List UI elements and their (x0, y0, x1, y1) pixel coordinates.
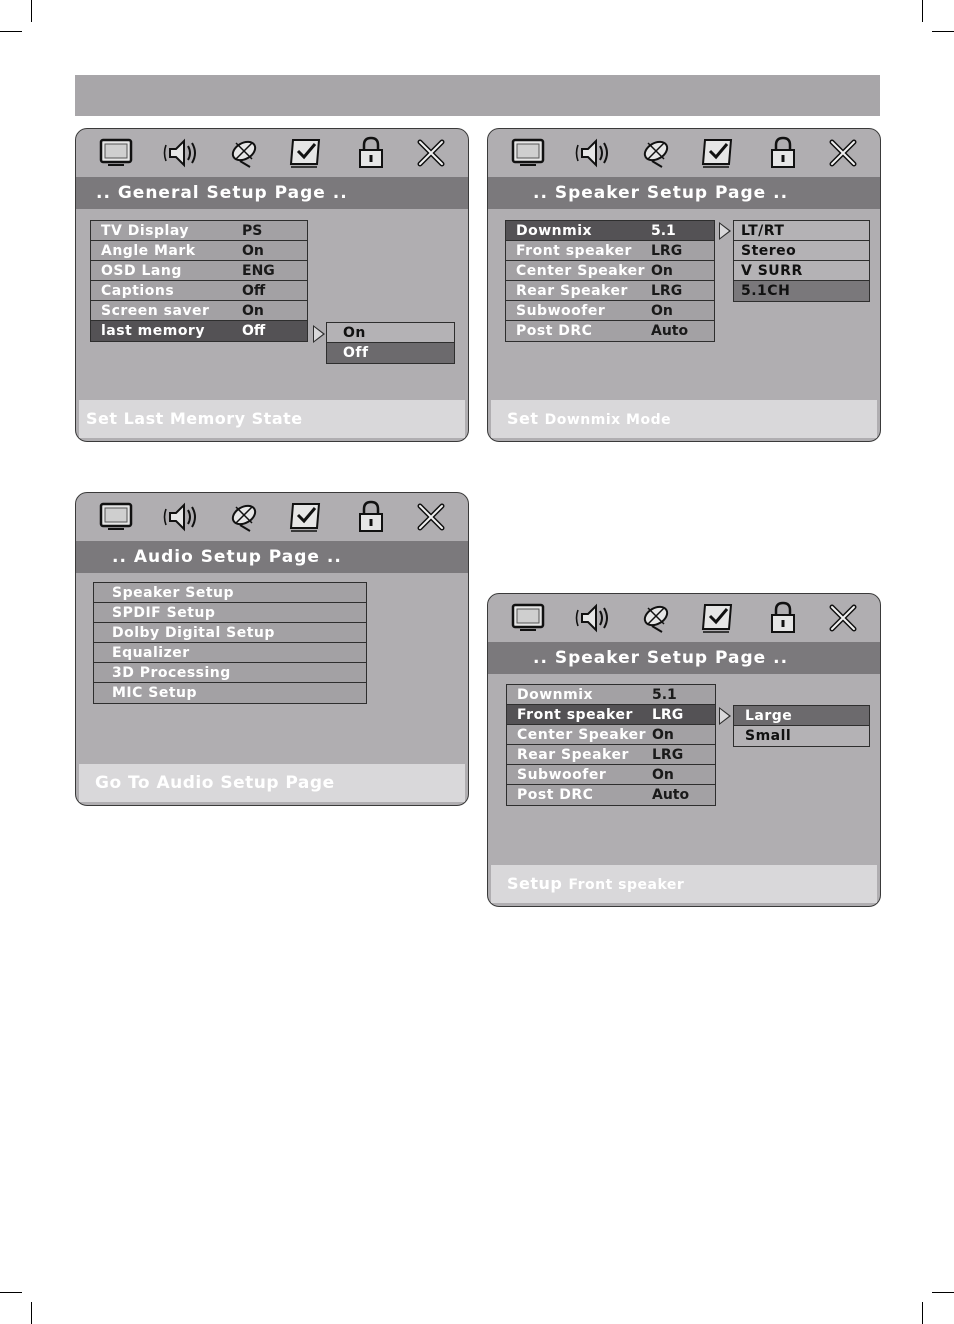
option-label: Small (745, 728, 792, 744)
menu-label: SPDIF Setup (112, 605, 216, 621)
option-label: Stereo (741, 243, 797, 259)
menu-value: 5.1 (651, 223, 676, 239)
menu-row-rear-speaker[interactable] (506, 281, 714, 301)
crop-mark (922, 1302, 923, 1324)
tv-display-icon[interactable] (96, 135, 136, 171)
menu-label: Post DRC (516, 323, 593, 339)
menu-label: Downmix (516, 223, 593, 239)
menu-label: Speaker Setup (112, 585, 235, 601)
menu-value: On (242, 243, 264, 259)
tab-icon-bar (76, 493, 468, 541)
menu-value: Off (242, 283, 266, 299)
crop-mark (31, 1302, 32, 1324)
menu-label: Captions (101, 283, 175, 299)
crop-mark (0, 31, 22, 32)
status-bar (79, 400, 465, 438)
tab-icon-bar (488, 594, 880, 642)
option-label: Large (745, 708, 793, 724)
satellite-dish-icon[interactable] (636, 135, 676, 171)
option-small[interactable] (734, 726, 869, 746)
status-bar (491, 400, 877, 438)
option-large[interactable] (734, 706, 869, 726)
menu-value: LRG (652, 707, 684, 723)
menu-label: Subwoofer (517, 767, 607, 783)
preference-check-icon[interactable] (698, 135, 738, 171)
menu-value: On (651, 263, 673, 279)
page-title: .. Speaker Setup Page .. (488, 642, 880, 674)
menu-value: PS (242, 223, 263, 239)
option-lt-rt[interactable] (734, 221, 869, 241)
menu-row-front-speaker[interactable] (506, 241, 714, 261)
menu-row-screen-saver[interactable] (91, 301, 307, 321)
preference-check-icon[interactable] (286, 135, 326, 171)
menu-row-dolby-digital-setup[interactable] (94, 623, 366, 643)
lock-password-icon[interactable] (763, 135, 803, 171)
status-text: Go To Audio Setup Page (95, 773, 335, 793)
option-on[interactable] (327, 323, 454, 343)
status-prefix: Set (507, 409, 539, 428)
crop-mark (31, 0, 32, 22)
status-text: Downmix Mode (544, 412, 672, 428)
speaker-menu (505, 220, 715, 342)
menu-row-mic-setup[interactable] (94, 683, 366, 703)
menu-label: Screen saver (101, 303, 210, 319)
menu-label: Angle Mark (101, 243, 196, 259)
front-speaker-options (733, 705, 870, 747)
satellite-dish-icon[interactable] (224, 499, 264, 535)
exit-close-icon[interactable] (411, 135, 451, 171)
menu-value: ENG (242, 263, 275, 279)
menu-value: 5.1 (652, 687, 677, 703)
speaker-audio-icon[interactable] (573, 135, 613, 171)
menu-row-post-drc[interactable] (507, 785, 715, 805)
status-text: Front speaker (568, 877, 685, 893)
speaker-audio-icon[interactable] (161, 499, 201, 535)
menu-label: 3D Processing (112, 665, 231, 681)
menu-value: On (652, 767, 674, 783)
crop-mark (922, 0, 923, 22)
menu-label: MIC Setup (112, 685, 198, 701)
menu-label: last memory (101, 323, 205, 339)
menu-value: LRG (651, 283, 683, 299)
satellite-dish-icon[interactable] (636, 600, 676, 636)
menu-label: Subwoofer (516, 303, 606, 319)
option-off[interactable] (327, 343, 454, 363)
menu-label: Front speaker (516, 243, 632, 259)
menu-label: Center Speaker (517, 727, 647, 743)
page-title: .. Speaker Setup Page .. (488, 177, 880, 209)
exit-close-icon[interactable] (823, 135, 863, 171)
menu-row-downmix[interactable] (507, 685, 715, 705)
menu-row-3d-processing[interactable] (94, 663, 366, 683)
speaker-audio-icon[interactable] (573, 600, 613, 636)
menu-value: Auto (651, 323, 689, 339)
menu-label: Center Speaker (516, 263, 646, 279)
option-label: On (343, 325, 366, 341)
last-memory-options (326, 322, 455, 364)
menu-row-osd-lang[interactable] (91, 261, 307, 281)
lock-password-icon[interactable] (763, 600, 803, 636)
tab-icon-bar (488, 129, 880, 177)
menu-value: On (242, 303, 264, 319)
tv-display-icon[interactable] (508, 600, 548, 636)
menu-label: OSD Lang (101, 263, 182, 279)
menu-label: Post DRC (517, 787, 594, 803)
menu-row-captions[interactable] (91, 281, 307, 301)
crop-mark (932, 31, 954, 32)
exit-close-icon[interactable] (823, 600, 863, 636)
tv-display-icon[interactable] (508, 135, 548, 171)
tab-icon-bar (76, 129, 468, 177)
status-bar (79, 764, 465, 802)
menu-label: Dolby Digital Setup (112, 625, 275, 641)
menu-row-center-speaker[interactable] (507, 725, 715, 745)
option-label: Off (343, 345, 369, 361)
preference-check-icon[interactable] (698, 600, 738, 636)
lock-password-icon[interactable] (351, 135, 391, 171)
menu-row-spdif-setup[interactable] (94, 603, 366, 623)
option-label: V SURR (741, 263, 803, 279)
menu-value: LRG (652, 747, 684, 763)
menu-row-rear-speaker[interactable] (507, 745, 715, 765)
page-title: .. General Setup Page .. (76, 177, 468, 209)
menu-label: Downmix (517, 687, 594, 703)
submenu-pointer-icon (719, 707, 731, 725)
menu-row-post-drc[interactable] (506, 321, 714, 341)
crop-mark (0, 1292, 22, 1293)
submenu-pointer-icon (313, 325, 325, 343)
option-5-1ch[interactable] (734, 281, 869, 301)
audio-setup-panel (75, 492, 469, 806)
audio-menu (93, 582, 367, 704)
menu-label: Equalizer (112, 645, 190, 661)
option-label: LT/RT (741, 223, 785, 239)
speaker-setup-panel-downmix (487, 128, 881, 442)
general-menu (90, 220, 308, 342)
menu-row-subwoofer[interactable] (507, 765, 715, 785)
lock-password-icon[interactable] (351, 499, 391, 535)
status-prefix: Setup (507, 874, 563, 893)
menu-label: TV Display (101, 223, 189, 239)
menu-row-equalizer[interactable] (94, 643, 366, 663)
section-header-bar (75, 75, 880, 116)
preference-check-icon[interactable] (286, 499, 326, 535)
speaker-audio-icon[interactable] (161, 135, 201, 171)
menu-label: Front speaker (517, 707, 633, 723)
menu-label: Rear Speaker (516, 283, 628, 299)
general-setup-panel (75, 128, 469, 442)
status-text: Set Last Memory State (86, 409, 303, 428)
menu-row-downmix[interactable] (506, 221, 714, 241)
menu-label: Rear Speaker (517, 747, 629, 763)
menu-row-tv-display[interactable] (91, 221, 307, 241)
downmix-options (733, 220, 870, 302)
option-v-surr[interactable] (734, 261, 869, 281)
speaker-menu (506, 684, 716, 806)
menu-value: On (652, 727, 674, 743)
menu-value: LRG (651, 243, 683, 259)
menu-row-speaker-setup[interactable] (94, 583, 366, 603)
menu-row-subwoofer[interactable] (506, 301, 714, 321)
page-title: .. Audio Setup Page .. (76, 541, 468, 573)
menu-row-angle-mark[interactable] (91, 241, 307, 261)
status-bar (491, 865, 877, 903)
menu-row-center-speaker[interactable] (506, 261, 714, 281)
menu-value: Auto (652, 787, 690, 803)
tv-display-icon[interactable] (96, 499, 136, 535)
menu-row-last-memory[interactable] (91, 321, 307, 341)
submenu-pointer-icon (719, 222, 731, 240)
menu-row-front-speaker[interactable] (507, 705, 715, 725)
speaker-setup-panel-front (487, 593, 881, 907)
option-stereo[interactable] (734, 241, 869, 261)
satellite-dish-icon[interactable] (224, 135, 264, 171)
menu-value: Off (242, 323, 266, 339)
crop-mark (932, 1292, 954, 1293)
menu-value: On (651, 303, 673, 319)
option-label: 5.1CH (741, 283, 791, 299)
exit-close-icon[interactable] (411, 499, 451, 535)
